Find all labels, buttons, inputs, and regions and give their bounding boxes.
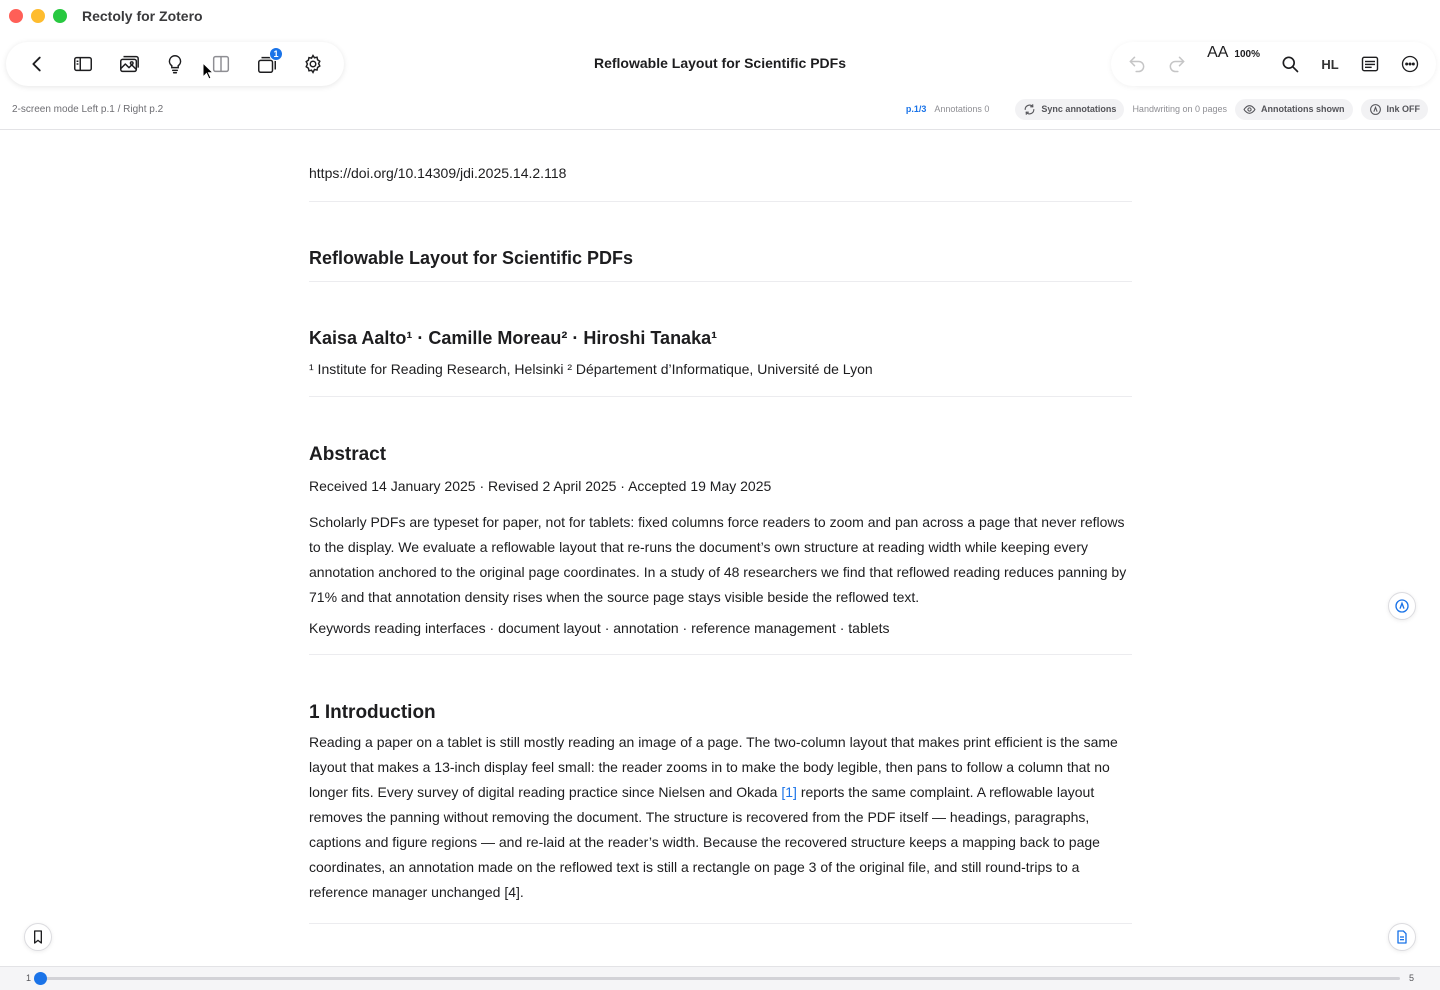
images-button[interactable]	[106, 44, 152, 84]
sidebar-toggle-button[interactable]	[60, 44, 106, 84]
bookmark-icon	[30, 929, 46, 945]
doi-text: https://doi.org/10.14309/jdi.2025.14.2.118	[309, 165, 567, 181]
insights-button[interactable]	[152, 44, 198, 84]
page-view-button[interactable]	[1388, 923, 1416, 951]
status-bar	[0, 96, 1440, 130]
photo-stack-icon	[118, 53, 140, 75]
keywords: Keywords reading interfaces · document layout · annotation · reference management · tablets	[309, 620, 890, 636]
authors-section	[309, 282, 1132, 397]
undo-button[interactable]	[1117, 44, 1157, 84]
zoom-level: 100%	[1234, 49, 1260, 60]
introduction-paragraph	[309, 730, 1132, 905]
search-icon	[1280, 54, 1300, 74]
ink-pen-button[interactable]	[1388, 592, 1416, 620]
search-button[interactable]	[1270, 44, 1310, 84]
sync-annotations-button[interactable]	[1015, 99, 1124, 120]
introduction-section	[309, 655, 1132, 924]
toolbar-right-group	[1111, 42, 1436, 86]
abstract-paragraph: Scholarly PDFs are typeset for paper, not for tablets: fixed columns force readers to zoom and pan across a page that never reflows to the display. We evaluate a reflowable layout that re-runs the document’s own structure at reading width while keeping every annotation anchored to the original page coordinates. In a study of 48 researchers we find that reflowed reading reduces panning by 71% and that annotation density rises when the source page stays visible beside the reflowed text.	[309, 514, 1127, 605]
toolbar	[0, 40, 1440, 88]
minimize-window-button[interactable]	[31, 9, 45, 23]
doi-section	[309, 130, 1132, 202]
paper-title: Reflowable Layout for Scientific PDFs	[309, 248, 634, 268]
slider-max-label: 5	[1408, 973, 1414, 983]
mouse-cursor-icon	[202, 62, 214, 80]
zoom-window-button[interactable]	[53, 9, 67, 23]
title-section	[309, 202, 1132, 282]
authors: Kaisa Aalto¹ · Camille Moreau² · Hiroshi Tanaka¹	[309, 328, 718, 348]
sync-annotations-label: Sync annotations	[1041, 104, 1117, 114]
citation-link[interactable]: [1]	[781, 784, 797, 800]
annotations-shown-label: Annotations shown	[1261, 104, 1345, 114]
abstract-section	[309, 397, 1132, 655]
page-slider-bar	[0, 966, 1440, 990]
app-title: Rectoly for Zotero	[82, 8, 203, 24]
eye-icon	[1243, 103, 1256, 116]
page-slider-track[interactable]	[40, 977, 1400, 980]
window-controls	[9, 9, 67, 23]
annotations-count: Annotations 0	[934, 104, 990, 114]
more-button[interactable]	[1390, 44, 1430, 84]
toolbar-left-group	[6, 42, 344, 86]
pen-circle-icon	[1394, 598, 1410, 614]
publication-dates: Received 14 January 2025 · Revised 2 April 2025 · Accepted 19 May 2025	[309, 478, 772, 494]
redo-icon	[1167, 54, 1187, 74]
tabs-count-badge: 1	[269, 47, 283, 61]
affiliations: ¹ Institute for Reading Research, Helsinki ² Département d’Informatique, Université de Lyon	[309, 361, 873, 377]
title-bar	[0, 0, 1440, 32]
settings-button[interactable]	[290, 44, 336, 84]
intro-text-part-2: reports the same complaint. A reflowable layout removes the panning without removing the document. The structure is recovered from the PDF itself — headings, paragraphs, captions and figure regions — and re-laid at the reader’s width. Because the recovered structure keeps a mapping back to page coordinates, an annotation made on the reflowed text is still a rectangle on page 3 of the original file, and still round-trips to a reference manager unchanged [4].	[309, 784, 1100, 900]
pen-circle-icon	[1369, 103, 1382, 116]
ellipsis-circle-icon	[1400, 54, 1420, 74]
bookmark-button[interactable]	[24, 923, 52, 951]
sidebar-icon	[72, 53, 94, 75]
text-size-button[interactable]	[1203, 44, 1264, 84]
slider-min-label: 1	[26, 973, 32, 983]
undo-icon	[1127, 54, 1147, 74]
reader-view-button[interactable]	[1350, 44, 1390, 84]
gear-icon	[302, 53, 324, 75]
close-window-button[interactable]	[9, 9, 23, 23]
tabs-button[interactable]	[244, 44, 290, 84]
ink-toggle[interactable]	[1361, 99, 1429, 120]
page-slider-thumb[interactable]	[34, 972, 47, 985]
highlight-button[interactable]: HL	[1321, 56, 1339, 72]
abstract-heading: Abstract	[309, 444, 387, 465]
handwriting-status: Handwriting on 0 pages	[1132, 104, 1227, 114]
page-indicator: p.1/3	[905, 104, 927, 114]
text-size-icon: AA	[1207, 44, 1229, 61]
document-icon	[1394, 929, 1410, 945]
status-right-group	[906, 98, 1428, 120]
back-button[interactable]	[14, 44, 60, 84]
reflowed-document	[309, 130, 1132, 924]
introduction-heading: 1 Introduction	[309, 702, 436, 723]
document-title: Reflowable Layout for Scientific PDFs	[593, 55, 847, 71]
ink-label: Ink OFF	[1386, 104, 1420, 114]
reader-view-icon	[1360, 54, 1380, 74]
redo-button[interactable]	[1157, 44, 1197, 84]
sync-icon	[1023, 103, 1036, 116]
chevron-left-icon	[26, 53, 48, 75]
annotations-visibility-toggle[interactable]	[1235, 99, 1353, 120]
screen-mode-label: 2-screen mode Left p.1 / Right p.2	[12, 104, 164, 115]
intro-text-part-1: Reading a paper on a tablet is still mostly reading an image of a page. The two-column layout that makes print efficient is the same layout that makes a 13-inch display feel small: the reader zooms in to make the body legible, then pans to follow a column that no longer fits. Every survey of digital reading practice since Nielsen and Okada	[309, 734, 1118, 800]
lightbulb-icon	[164, 53, 186, 75]
